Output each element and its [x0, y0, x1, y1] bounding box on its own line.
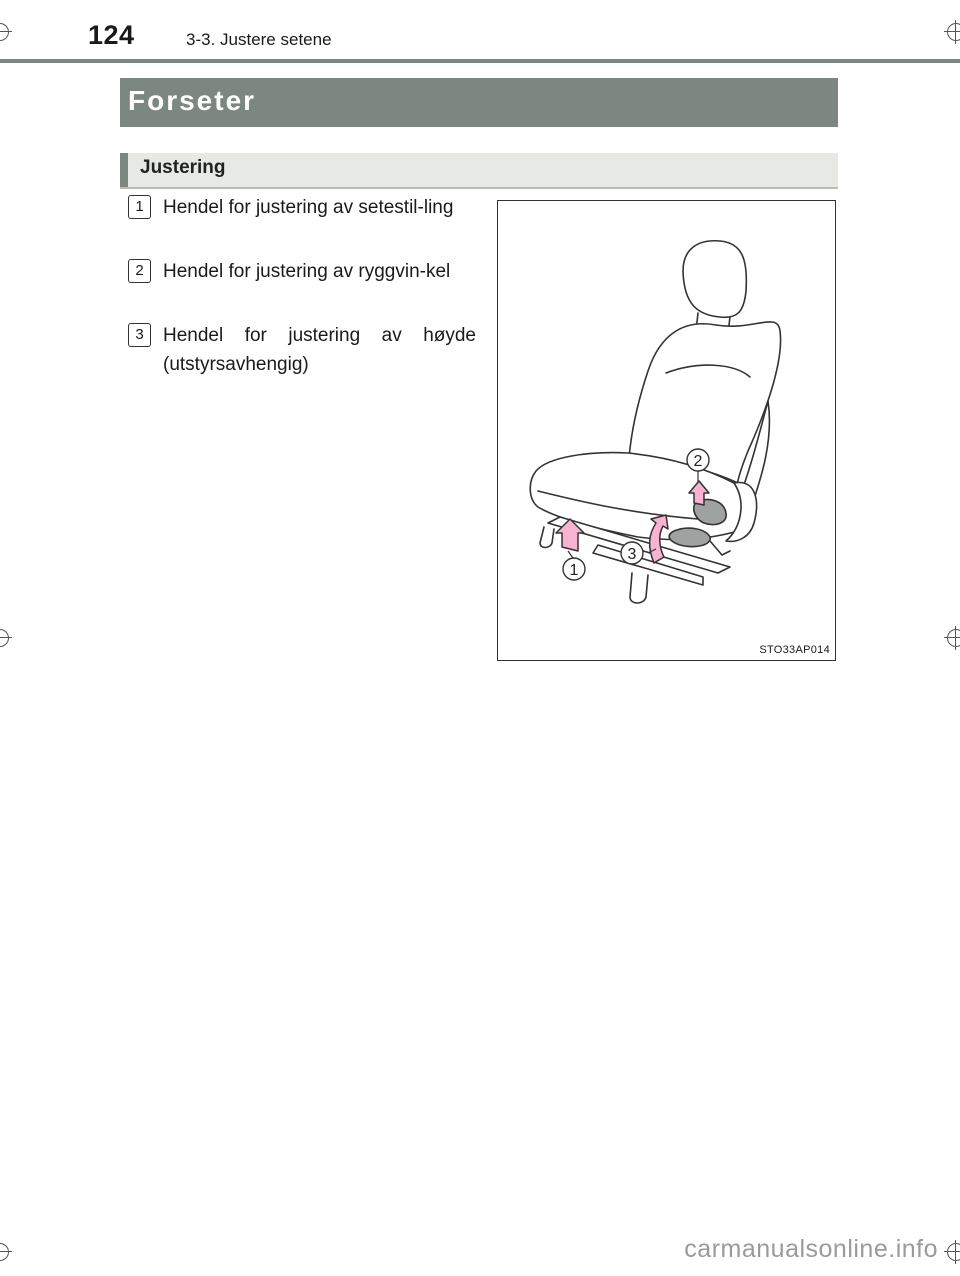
figure-code: STO33AP014: [759, 644, 830, 656]
item-text: Hendel for justering av ryggvin-kel: [163, 261, 451, 282]
item-number-badge: 2: [128, 259, 151, 283]
height-lever: [669, 528, 710, 546]
item-text: Hendel for justering av setestil-ling: [163, 197, 454, 218]
watermark: carmanualsonline.info: [684, 1235, 938, 1263]
headrest: [683, 241, 746, 318]
list-item: [128, 321, 476, 381]
list-item: [128, 257, 476, 317]
seat-drawing: [498, 201, 836, 661]
item-number-badge: 3: [128, 323, 151, 347]
registration-mark-bottom-right: [944, 1240, 960, 1264]
subsection-title: Justering: [140, 157, 226, 178]
page-number: 124: [88, 20, 135, 50]
section-title: Forseter: [128, 85, 257, 116]
header-rule: [0, 59, 960, 63]
section-header: [120, 78, 838, 127]
subsection-accent: [120, 153, 128, 187]
rail-bracket: [710, 541, 730, 555]
registration-mark-mid-right: [944, 626, 960, 650]
registration-mark-top-left: [0, 20, 12, 44]
chapter-title: 3-3. Justere setene: [186, 30, 332, 49]
registration-mark-top-right: [944, 20, 960, 44]
callout-label-3: 3: [627, 546, 637, 563]
rail-bracket: [540, 527, 554, 548]
rail-bracket: [630, 573, 648, 603]
callout-label-1: 1: [569, 562, 579, 579]
item-text: Hendel for justering av høyde (utstyrsavhengig): [163, 325, 476, 375]
list-item: [128, 193, 476, 253]
callout-label-2: 2: [693, 453, 703, 470]
seat-illustration: [497, 200, 836, 661]
registration-mark-mid-left: [0, 626, 12, 650]
item-number-badge: 1: [128, 195, 151, 219]
subsection-header: [120, 153, 838, 189]
registration-mark-bottom-left: [0, 1240, 12, 1264]
